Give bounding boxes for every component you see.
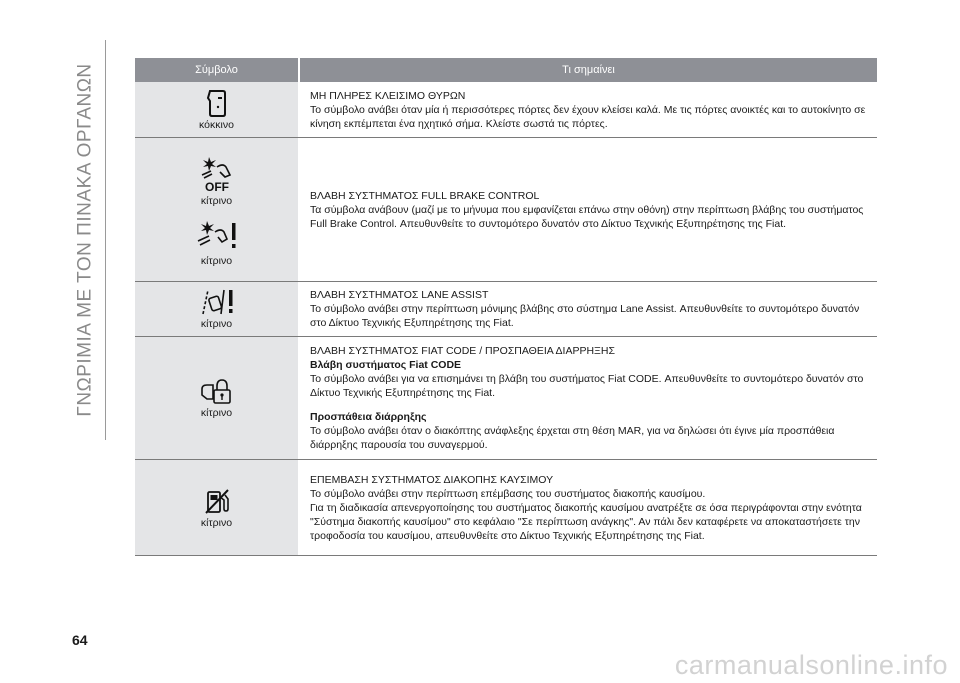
table-row (135, 82, 877, 138)
description-cell (298, 82, 877, 137)
row-title: ΒΛΑΒΗ ΣΥΣΤΗΜΑΤΟΣ FIAT CODE / ΠΡΟΣΠΑΘΕΙΑ ΔΙΑΡΡΗΞΗΣ (310, 345, 615, 357)
symbol-cell (135, 138, 298, 281)
row-title: ΒΛΑΒΗ ΣΥΣΤΗΜΑΤΟΣ LANE ASSIST (310, 289, 489, 301)
color-label: κίτρινο (200, 254, 233, 267)
side-divider (105, 40, 106, 440)
row-title: ΒΛΑΒΗ ΣΥΣΤΗΜΑΤΟΣ FULL BRAKE CONTROL (310, 189, 540, 202)
symbol-cell (135, 460, 298, 555)
header-symbol: Σύμβολο (195, 64, 238, 76)
table-row (135, 282, 877, 337)
warning-lights-table (135, 58, 877, 556)
subsection-title: Βλάβη συστήματος Fiat CODE (310, 359, 462, 371)
row-title: ΕΠΕΜΒΑΣΗ ΣΥΣΤΗΜΑΤΟΣ ΔΙΑΚΟΠΗΣ ΚΑΥΣΙΜΟΥ (310, 473, 554, 486)
color-label: κίτρινο (200, 318, 233, 330)
row-text: Το σύμβολο ανάβει όταν μία ή περισσότερες πόρτες δεν έχουν κλείσει καλά. Με τις πόρτες ανοικτές και το αυτοκίνητο σε κίνηση εκπέμπεται ένα ηχητικό σήμα. Κλείστε σωστά τις πόρτες. (310, 103, 866, 130)
fuel-cutoff-icon (203, 487, 231, 515)
door-open-icon (206, 89, 228, 117)
full-brake-control-fault-icon (195, 219, 239, 253)
description-cell (298, 138, 877, 281)
table-row (135, 138, 877, 282)
row-text: Το σύμβολο ανάβει για να επισημάνει τη βλάβη του συστήματος Fiat CODE. Απευθυνθείτε το συντομότερο δυνατόν στο Δίκτυο Τεχνικής Εξυπηρέτησης της Fiat. (310, 373, 864, 399)
symbol-cell (135, 282, 298, 336)
table-row (135, 460, 877, 556)
row-text: Το σύμβολο ανάβει στην περίπτωση επέμβασης του συστήματος διακοπής καυσίμου. (310, 487, 706, 500)
symbol-cell (135, 337, 298, 459)
symbol-cell (135, 82, 298, 137)
color-label: κίτρινο (200, 516, 233, 529)
description-cell (298, 282, 877, 336)
fiat-code-lock-icon (199, 377, 235, 405)
header-meaning: Τι σημαίνει (298, 58, 877, 82)
watermark: carmanualsonline.info (674, 650, 948, 680)
table-header (135, 58, 877, 82)
color-label: κόκκινο (199, 118, 234, 131)
table-row (135, 337, 877, 460)
row-title: ΜΗ ΠΛΗΡΕΣ ΚΛΕΙΣΙΜΟ ΘΥΡΩΝ (310, 89, 466, 102)
row-text: Τα σύμβολα ανάβουν (μαζί με το μήνυμα που εμφανίζεται επάνω στην οθόνη) στην περίπτωση βλάβης του συστήματος Full Brake Control. Απευθυνθείτε το συντομότερο δυνατόν στο Δίκτυο Τεχνικής Εξυπηρέτησης της Fiat. (310, 203, 864, 230)
description-cell (298, 337, 877, 459)
row-text: Για τη διαδικασία απενεργοποίησης του συστήματος διακοπής καυσίμου ανατρέξτε σε όσα περιγράφονται στην ενότητα "Σύστημα διακοπής καυσίμου" στο κεφάλαιο "Σε περίπτωση ανάγκης". Αν πάλι δεν καταφέρετε να αποκαταστήσετε την τροφοδοσία του καυσίμου, απευθυνθείτε στο Δίκτυο Τεχνικής Εξυπηρέτησης της Fiat. (310, 501, 862, 542)
row-text: Το σύμβολο ανάβει στην περίπτωση μόνιμης βλάβης στο σύστημα Lane Assist. Απευθυνθείτε το συντομότερο δυνατόν στο Δίκτυο Τεχνικής Εξυπηρέτησης της Fiat. (310, 303, 860, 329)
subsection-title: Προσπάθεια διάρρηξης (310, 411, 427, 423)
description-cell (298, 460, 877, 555)
page-number: 64 (72, 632, 88, 648)
lane-assist-fault-icon (199, 288, 235, 316)
row-text: Το σύμβολο ανάβει όταν ο διακόπτης ανάφλεξης έρχεται στη θέση MAR, για να δηλώσει ότι έγινε μία προσπάθεια διάρρηξης παρουσία του συναγερμού. (310, 425, 835, 451)
icon-off-text: OFF (204, 179, 229, 193)
full-brake-control-off-icon (199, 153, 235, 193)
color-label: κίτρινο (200, 407, 233, 419)
chapter-side-title: ΓΝΩΡΙΜΙΑ ΜΕ ΤΟΝ ΠΙΝΑΚΑ ΟΡΓΑΝΩΝ (75, 63, 97, 417)
color-label: κίτρινο (200, 194, 233, 207)
